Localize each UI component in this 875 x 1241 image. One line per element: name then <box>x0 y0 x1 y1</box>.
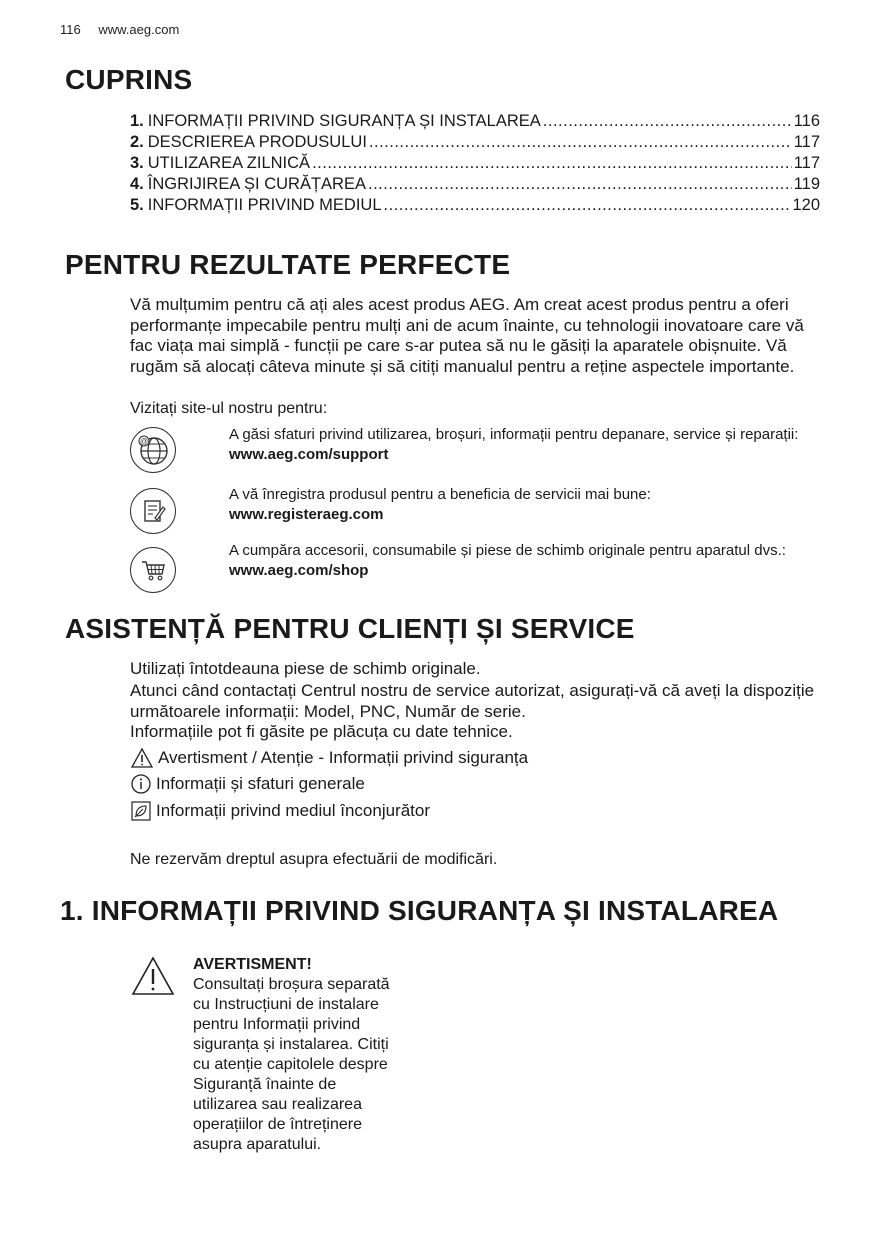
legend-warning <box>130 747 528 769</box>
warning-line: operațiilor de întreținere <box>193 1116 362 1133</box>
toc-item-number: 5. <box>130 196 144 214</box>
toc-item-number: 1. <box>130 112 144 130</box>
toc-item-number: 3. <box>130 154 144 172</box>
intro-paragraph: Vă mulțumim pentru că ați ales acest produs AEG. Am creat acest produs pentru a oferi performanțe impecabile pentru mulți ani de acum înainte, cu tehnologii inovatoare care vă fac viața mai simplă - funcții pe care s-ar putea să nu le găsiți la aparatele obișnuite. Vă rugăm să alocați câteva minute și să citiți manualul pentru a reține aspectele importante. <box>130 295 804 376</box>
warning-line: siguranța și instalarea. Citiți <box>193 1036 389 1053</box>
contents-title: CUPRINS <box>65 64 193 95</box>
warning-line: cu atenție capitolele despre <box>193 1056 388 1073</box>
toc-leader-dots <box>543 111 792 132</box>
toc-item-label: INFORMAȚII PRIVIND SIGURANȚA ȘI INSTALAREA <box>147 112 541 130</box>
support-link[interactable]: www.aeg.com/support <box>229 445 389 463</box>
support-line-2: Atunci când contactați Centrul nostru de service autorizat, asigurați-vă că aveți la dispoziție următoarele informații: Model, PNC, Număr de serie. <box>130 681 815 721</box>
warning-icon <box>130 747 154 769</box>
toc-item-number: 2. <box>130 133 144 151</box>
warning-line: asupra aparatului. <box>193 1136 322 1153</box>
toc-leader-dots <box>312 153 792 174</box>
shop-link[interactable]: www.aeg.com/shop <box>229 561 369 579</box>
legend-text: Informații privind mediul înconjurător <box>156 801 431 820</box>
warning-line: Consultați broșura separată <box>193 976 390 993</box>
toc-item-page: 116 <box>793 112 820 130</box>
toc-leader-dots <box>369 132 792 153</box>
reserve-notice: Ne rezervăm dreptul asupra efectuării de modificări. <box>130 851 498 868</box>
toc-item-label: UTILIZAREA ZILNICĂ <box>147 154 311 172</box>
toc-item-page: 117 <box>793 154 820 172</box>
toc-leader-dots <box>384 195 791 216</box>
toc-item-label: ÎNGRIJIREA ȘI CURĂȚAREA <box>147 175 366 193</box>
toc-leader-dots <box>368 174 792 195</box>
toc-item-4[interactable] <box>130 174 820 195</box>
svg-text:@: @ <box>139 437 149 446</box>
warning-line: pentru Informații privind <box>193 1016 361 1033</box>
perfect-results-title: PENTRU REZULTATE PERFECTE <box>65 249 511 280</box>
page-header <box>60 22 179 37</box>
toc-item-3[interactable] <box>130 153 820 174</box>
website-url[interactable]: www.aeg.com <box>98 22 180 37</box>
toc-item-label: INFORMAȚII PRIVIND MEDIUL <box>147 196 382 214</box>
register-icon <box>130 488 176 534</box>
warning-text <box>193 955 433 1155</box>
legend-environment <box>130 800 430 822</box>
legend-text: Informații și sfaturi generale <box>156 774 365 793</box>
support-line-1: Utilizați întotdeauna piese de schimb originale. <box>130 659 481 678</box>
warning-icon <box>130 955 176 997</box>
toc-item-page: 120 <box>792 196 820 214</box>
toc-item-2[interactable] <box>130 132 820 153</box>
warning-line: utilizarea sau realizarea <box>193 1096 362 1113</box>
toc-item-1[interactable] <box>130 111 820 132</box>
support-title: ASISTENȚĂ PENTRU CLIENȚI ȘI SERVICE <box>65 613 635 644</box>
legend-info <box>130 773 365 795</box>
visit-text: Vizitați site-ul nostru pentru: <box>130 400 328 417</box>
page-number: 116 <box>60 22 81 37</box>
leaf-icon <box>130 800 152 822</box>
safety-section-title: 1. INFORMAȚII PRIVIND SIGURANȚA ȘI INSTALAREA <box>60 895 779 926</box>
toc-item-number: 4. <box>130 175 144 193</box>
legend-text: Avertisment / Atenție - Informații privind siguranța <box>158 748 529 767</box>
service-support-text <box>229 425 819 464</box>
warning-line: Siguranță înainte de <box>193 1076 337 1093</box>
table-of-contents <box>130 111 820 216</box>
globe-icon <box>130 427 176 473</box>
toc-item-page: 117 <box>793 133 820 151</box>
info-icon <box>130 773 152 795</box>
register-link[interactable]: www.registeraeg.com <box>229 505 384 523</box>
service-description: A vă înregistra produsul pentru a beneficia de servicii mai bune: <box>229 486 651 503</box>
warning-title: AVERTISMENT! <box>193 956 312 973</box>
service-description: A găsi sfaturi privind utilizarea, broșuri, informații pentru depanare, service și reparații: <box>229 426 799 443</box>
cart-icon <box>130 547 176 593</box>
service-description: A cumpăra accesorii, consumabile și piese de schimb originale pentru aparatul dvs.: <box>229 542 786 559</box>
toc-item-page: 119 <box>793 175 820 193</box>
service-shop-text <box>229 541 819 580</box>
toc-item-5[interactable] <box>130 195 820 216</box>
support-line-3: Informațiile pot fi găsite pe plăcuța cu date tehnice. <box>130 722 513 741</box>
toc-item-label: DESCRIEREA PRODUSULUI <box>147 133 367 151</box>
service-register-text <box>229 485 819 524</box>
warning-line: cu Instrucțiuni de instalare <box>193 996 379 1013</box>
